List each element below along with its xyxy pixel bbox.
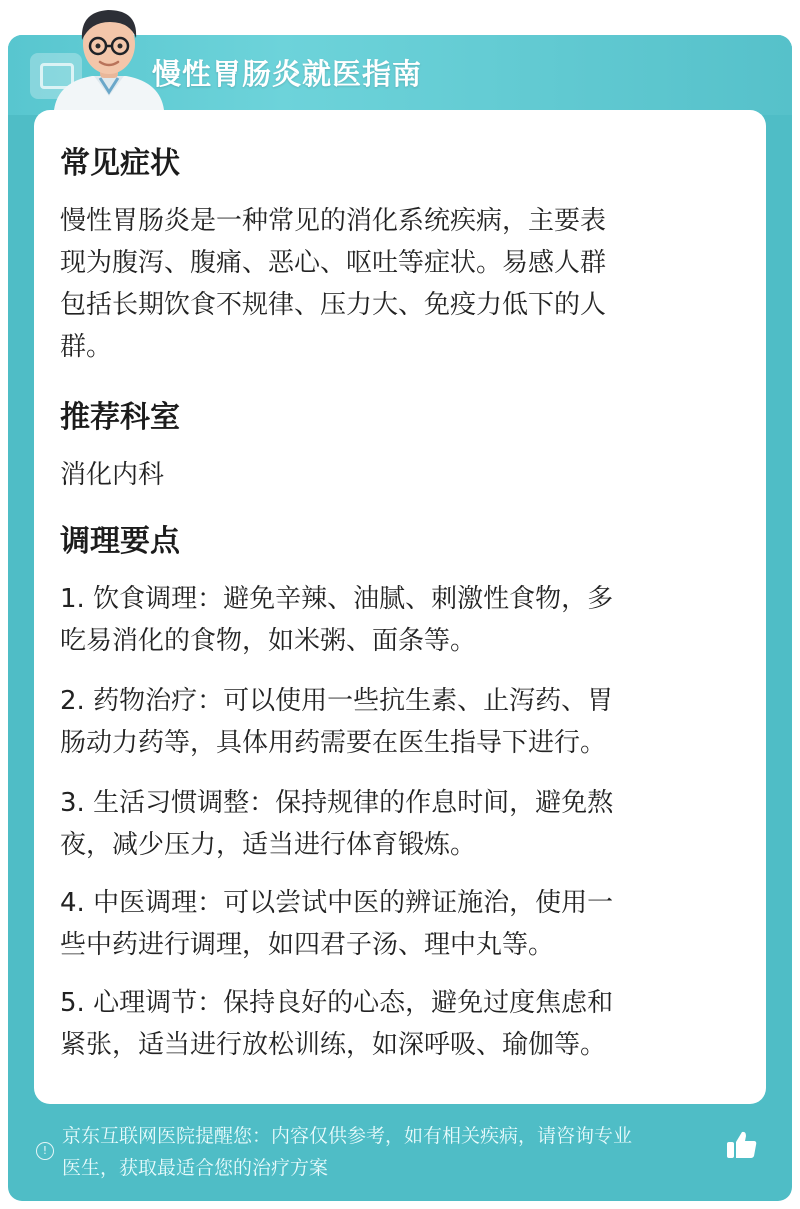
symptoms-line: 现为腹泻、腹痛、恶心、呕吐等症状。易感人群 — [60, 248, 607, 278]
page-title: 慢性胃肠炎就医指南 — [152, 57, 423, 91]
info-icon: ! — [36, 1142, 54, 1160]
care-item-line: 1. 饮食调理：避免辛辣、油腻、刺激性食物，多 — [60, 584, 614, 614]
department-heading: 推荐科室 — [60, 400, 180, 435]
care-item-line: 3. 生活习惯调整：保持规律的作息时间，避免熬 — [60, 788, 614, 818]
notice-line: 京东互联网医院提醒您：内容仅供参考，如有相关疾病，请咨询专业 — [62, 1125, 633, 1147]
care-item — [60, 680, 730, 764]
care-item-line: 5. 心理调节：保持良好的心态，避免过度焦虑和 — [60, 988, 614, 1018]
symptoms-heading: 常见症状 — [60, 146, 180, 181]
symptoms-text — [60, 200, 730, 368]
symptoms-line: 包括长期饮食不规律、压力大、免疫力低下的人 — [60, 290, 607, 320]
symptoms-line: 群。 — [60, 332, 113, 362]
care-item-line: 些中药进行调理，如四君子汤、理中丸等。 — [60, 930, 555, 960]
care-item-line: 肠动力药等，具体用药需要在医生指导下进行。 — [60, 728, 607, 758]
care-item-line: 2. 药物治疗：可以使用一些抗生素、止泻药、胃 — [60, 686, 614, 716]
thumbs-up-icon[interactable] — [725, 1128, 759, 1162]
care-heading: 调理要点 — [60, 524, 180, 559]
care-item — [60, 882, 730, 966]
notice-line: 医生，获取最适合您的治疗方案 — [62, 1157, 329, 1179]
notice-text — [62, 1120, 732, 1184]
care-item — [60, 578, 730, 662]
care-item — [60, 982, 730, 1066]
content-panel — [34, 110, 766, 1104]
symptoms-line: 慢性胃肠炎是一种常见的消化系统疾病，主要表 — [60, 206, 607, 236]
care-item-line: 夜，减少压力，适当进行体育锻炼。 — [60, 830, 477, 860]
care-item-line: 吃易消化的食物，如米粥、面条等。 — [60, 626, 477, 656]
care-item-line: 紧张，适当进行放松训练，如深呼吸、瑜伽等。 — [60, 1030, 607, 1060]
care-item — [60, 782, 730, 866]
department-value: 消化内科 — [60, 460, 165, 490]
care-item-line: 4. 中医调理：可以尝试中医的辨证施治，使用一 — [60, 888, 614, 918]
